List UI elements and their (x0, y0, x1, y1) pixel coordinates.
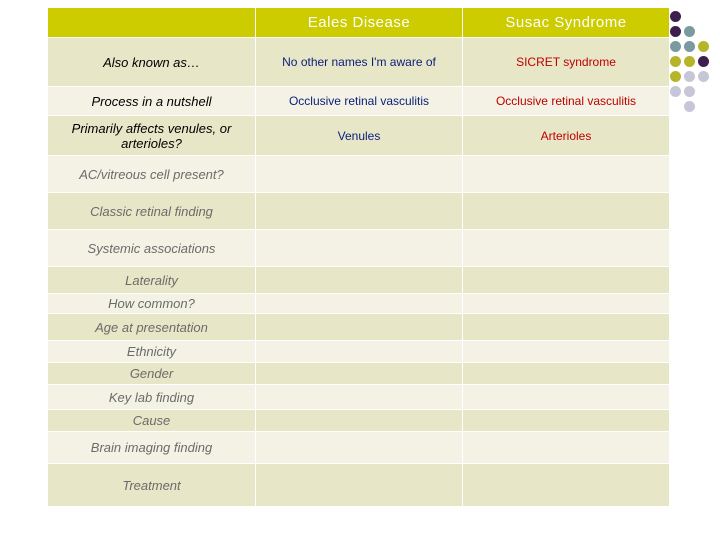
table-row (48, 410, 670, 432)
comparison-table (48, 8, 670, 507)
table-row (48, 116, 670, 156)
row-label: Gender (48, 363, 256, 385)
row-label: Primarily affects venules, or arterioles? (48, 116, 256, 156)
row-label: Age at presentation (48, 314, 256, 341)
susac-cell (463, 267, 670, 294)
decorative-dot (698, 56, 709, 67)
eales-cell (256, 363, 463, 385)
susac-cell (463, 432, 670, 464)
row-label: Key lab finding (48, 385, 256, 410)
susac-cell (463, 314, 670, 341)
table-row (48, 341, 670, 363)
decorative-dot (670, 56, 681, 67)
susac-cell (463, 464, 670, 507)
decorative-dot (670, 26, 681, 37)
decorative-dot (684, 86, 695, 97)
row-label: Laterality (48, 267, 256, 294)
row-label: Also known as… (48, 38, 256, 87)
eales-cell (256, 314, 463, 341)
eales-cell (256, 432, 463, 464)
eales-cell (256, 385, 463, 410)
row-label: Brain imaging finding (48, 432, 256, 464)
decorative-dot (670, 86, 681, 97)
eales-cell (256, 230, 463, 267)
table-row (48, 432, 670, 464)
susac-cell: Occlusive retinal vasculitis (463, 87, 670, 116)
decorative-dot (670, 11, 681, 22)
row-label: Classic retinal finding (48, 193, 256, 230)
susac-cell (463, 363, 670, 385)
row-label: Process in a nutshell (48, 87, 256, 116)
row-label: Systemic associations (48, 230, 256, 267)
eales-cell (256, 464, 463, 507)
eales-cell (256, 267, 463, 294)
decorative-dot (684, 101, 695, 112)
eales-cell (256, 294, 463, 314)
decorative-dot (670, 71, 681, 82)
decorative-dot (684, 56, 695, 67)
susac-cell (463, 193, 670, 230)
susac-cell (463, 156, 670, 193)
decorative-dot (684, 41, 695, 52)
eales-cell (256, 156, 463, 193)
susac-cell (463, 230, 670, 267)
table-row (48, 385, 670, 410)
eales-cell (256, 193, 463, 230)
table-row (48, 38, 670, 87)
decorative-dot (698, 41, 709, 52)
decorative-dot (684, 71, 695, 82)
row-label: AC/vitreous cell present? (48, 156, 256, 193)
table-row (48, 314, 670, 341)
header-row (48, 8, 670, 38)
table-row (48, 464, 670, 507)
row-label: Ethnicity (48, 341, 256, 363)
decorative-dot (670, 41, 681, 52)
table-row (48, 156, 670, 193)
eales-cell: Occlusive retinal vasculitis (256, 87, 463, 116)
eales-cell (256, 341, 463, 363)
susac-cell (463, 341, 670, 363)
table-row (48, 193, 670, 230)
decorative-dot (698, 71, 709, 82)
table-row (48, 230, 670, 267)
susac-cell (463, 294, 670, 314)
row-label: How common? (48, 294, 256, 314)
table-body (48, 38, 670, 507)
header-eales-disease: Eales Disease (256, 8, 463, 38)
decorative-dot (684, 26, 695, 37)
header-susac-syndrome: Susac Syndrome (463, 8, 670, 38)
table-row (48, 267, 670, 294)
susac-cell: Arterioles (463, 116, 670, 156)
header-corner (48, 8, 256, 38)
eales-cell: Venules (256, 116, 463, 156)
table-row (48, 87, 670, 116)
susac-cell (463, 410, 670, 432)
table-row (48, 363, 670, 385)
row-label: Treatment (48, 464, 256, 507)
susac-cell (463, 385, 670, 410)
eales-cell: No other names I'm aware of (256, 38, 463, 87)
table-row (48, 294, 670, 314)
susac-cell: SICRET syndrome (463, 38, 670, 87)
eales-cell (256, 410, 463, 432)
row-label: Cause (48, 410, 256, 432)
